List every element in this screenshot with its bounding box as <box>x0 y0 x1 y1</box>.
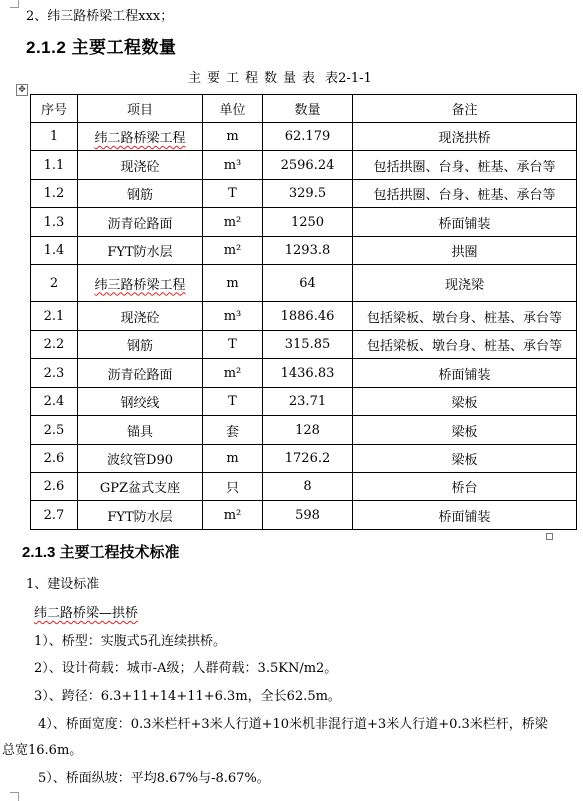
cell-text: 现浇砼 <box>120 159 160 175</box>
cell-text: 梁板 <box>451 396 478 411</box>
cell-unit <box>203 302 263 331</box>
cell-text: 钢绞线 <box>120 396 160 411</box>
cell-text: 2.6 <box>43 479 65 494</box>
para-weier-bridge-text: 纬二路桥梁—拱桥 <box>34 606 139 621</box>
table-row <box>31 265 577 302</box>
cell-remark <box>353 208 577 237</box>
cell-remark <box>353 388 577 416</box>
cell-text: 纬二路桥梁工程 <box>94 131 186 146</box>
cell-unit <box>203 388 263 416</box>
cell-text: 8 <box>303 479 312 494</box>
cell-remark <box>353 180 577 208</box>
cell-text: 现浇砼 <box>120 310 160 326</box>
cell-index <box>31 473 78 501</box>
cell-index <box>31 302 78 331</box>
cell-index <box>31 237 78 265</box>
cell-text: 2.6 <box>43 451 65 466</box>
cell-quantity <box>263 359 353 388</box>
cell-text: m² <box>223 365 242 381</box>
cell-text: T <box>228 394 237 409</box>
cell-unit <box>203 151 263 180</box>
table-caption-title: 主要工程数量表 <box>188 71 322 86</box>
cell-remark <box>353 416 577 445</box>
cell-text: 套 <box>225 424 239 440</box>
cell-text: 现浇拱桥 <box>438 131 491 146</box>
cell-quantity <box>263 208 353 237</box>
page-corner-mark <box>10 0 19 8</box>
para-deck-width: 4）、桥面宽度：0.3米栏杆+3米人行道+10米机非混行道+3米人行道+0.3米栏杆，桥梁 <box>38 717 548 732</box>
cell-text: m <box>226 451 239 466</box>
table-row <box>31 416 577 445</box>
cell-remark <box>353 302 577 331</box>
cell-text: 64 <box>299 275 316 291</box>
cell-text: 23.71 <box>288 394 327 409</box>
cell-unit <box>203 445 263 473</box>
cell-text: 1293.8 <box>284 243 331 258</box>
table-row <box>31 237 577 265</box>
cell-text: m² <box>223 243 242 258</box>
cell-index <box>31 331 78 359</box>
cell-text: 2.4 <box>43 394 65 409</box>
cell-text: 1.2 <box>43 186 65 201</box>
cell-quantity <box>263 388 353 416</box>
header-cell: 项目 <box>78 95 203 123</box>
cell-item <box>78 416 203 445</box>
cell-item <box>78 123 203 151</box>
cell-text: 2.3 <box>43 365 65 381</box>
para-design-load: 2）、设计荷载：城市-A级；人群荷载：3.5KN/m2。 <box>34 661 338 676</box>
cell-text: FYT防水层 <box>107 245 173 260</box>
cell-text: 桥面铺装 <box>438 216 491 232</box>
header-cell: 单位 <box>203 95 263 123</box>
header-cell: 备注 <box>353 95 577 123</box>
cell-item <box>78 302 203 331</box>
cell-remark <box>353 359 577 388</box>
cell-text: 1.3 <box>43 214 65 230</box>
cell-index <box>31 265 78 302</box>
cell-unit <box>203 501 263 530</box>
header-cell: 数量 <box>263 95 353 123</box>
cell-text: m³ <box>223 308 242 324</box>
cell-text: 包括拱圈、台身、桩基、承台等 <box>373 188 556 203</box>
para-span: 3）、跨径：6.3+11+14+11+6.3m，全长62.5m。 <box>34 689 341 704</box>
cell-text: 1.1 <box>43 157 65 173</box>
cell-text: 拱圈 <box>451 245 478 260</box>
cell-text: 梁板 <box>451 453 478 468</box>
cell-quantity <box>263 501 353 530</box>
cell-text: 钢筋 <box>126 339 153 354</box>
table-row <box>31 445 577 473</box>
cell-quantity <box>263 445 353 473</box>
cell-text: 钢筋 <box>126 188 153 203</box>
cell-text: m² <box>223 507 242 523</box>
table-caption <box>188 67 372 86</box>
cell-item <box>78 501 203 530</box>
table-row <box>31 302 577 331</box>
cell-item <box>78 331 203 359</box>
heading-main-quantities: 2.1.2 主要工程数量 <box>26 38 177 57</box>
cell-index <box>31 501 78 530</box>
cell-item <box>78 208 203 237</box>
cell-text: 桥面铺装 <box>438 509 491 525</box>
table-row <box>31 180 577 208</box>
cell-text: 2.2 <box>43 337 65 352</box>
para-longitudinal-slope: 5）、桥面纵坡：平均8.67%与-8.67%。 <box>38 771 270 786</box>
cell-index <box>31 208 78 237</box>
cell-text: 2.7 <box>43 507 65 523</box>
cell-text: 2.5 <box>43 422 65 438</box>
cell-quantity <box>263 123 353 151</box>
cell-text: 128 <box>295 422 320 438</box>
cell-text: 纬三路桥梁工程 <box>94 277 186 293</box>
cell-unit <box>203 237 263 265</box>
cell-text: 1250 <box>290 214 325 230</box>
cell-item <box>78 151 203 180</box>
table-row <box>31 208 577 237</box>
para-construction-standard: 1、建设标准 <box>26 577 100 592</box>
cell-text: 2 <box>49 275 59 291</box>
cell-remark <box>353 237 577 265</box>
cell-text: 沥青砼路面 <box>107 216 173 232</box>
cell-text: 包括拱圈、台身、桩基、承台等 <box>373 159 556 175</box>
cell-text: 锚具 <box>126 424 153 440</box>
cell-item <box>78 445 203 473</box>
cell-item <box>78 473 203 501</box>
cell-text: 329.5 <box>288 186 327 201</box>
cell-text: 只 <box>225 481 239 496</box>
cell-item <box>78 237 203 265</box>
table-row <box>31 331 577 359</box>
cell-text: T <box>228 337 237 352</box>
cell-index <box>31 359 78 388</box>
table-row <box>31 151 577 180</box>
header-cell: 序号 <box>31 95 78 123</box>
cell-index <box>31 445 78 473</box>
para-bridge-type: 1）、桥型：实腹式5孔连续拱桥。 <box>34 634 227 649</box>
cell-remark <box>353 501 577 530</box>
para-deck-width-cont: 总宽16.6m。 <box>2 743 83 758</box>
cell-text: 62.179 <box>284 129 331 144</box>
cell-item <box>78 359 203 388</box>
table-row <box>31 123 577 151</box>
cell-unit <box>203 416 263 445</box>
cell-unit <box>203 265 263 302</box>
cell-remark <box>353 123 577 151</box>
cell-remark <box>353 151 577 180</box>
cell-text: GPZ盆式支座 <box>99 481 181 496</box>
cell-text: 2596.24 <box>280 157 335 173</box>
cell-remark <box>353 473 577 501</box>
cell-text: m <box>226 129 239 144</box>
cell-item <box>78 180 203 208</box>
cell-unit <box>203 331 263 359</box>
cell-quantity <box>263 237 353 265</box>
cell-text: 波纹管D90 <box>107 453 173 468</box>
cell-unit <box>203 208 263 237</box>
cell-text: 现浇梁 <box>444 277 484 293</box>
cell-text: m² <box>223 214 242 230</box>
cell-remark <box>353 445 577 473</box>
cell-quantity <box>263 416 353 445</box>
cell-item <box>78 265 203 302</box>
cell-text: 2.1 <box>43 308 65 324</box>
cell-unit <box>203 180 263 208</box>
cell-text: 1726.2 <box>284 451 331 466</box>
cell-remark <box>353 331 577 359</box>
cell-index <box>31 151 78 180</box>
cell-unit <box>203 473 263 501</box>
cell-remark <box>353 265 577 302</box>
table-row <box>31 359 577 388</box>
cell-text: 315.85 <box>284 337 331 352</box>
cell-text: 1 <box>49 129 59 144</box>
cell-unit <box>203 123 263 151</box>
heading-technical-standards: 2.1.3 主要工程技术标准 <box>22 544 180 561</box>
cell-text: m³ <box>223 157 242 173</box>
cell-text: 包括梁板、墩台身、桩基、承台等 <box>366 310 562 326</box>
cell-text: 1.4 <box>43 243 65 258</box>
table-move-handle-icon[interactable]: ✥ <box>16 84 28 96</box>
table-header-row <box>31 95 577 123</box>
line-weisan-bridge: 2、纬三路桥梁工程xxx； <box>26 9 174 24</box>
cell-text: 桥台 <box>451 481 478 496</box>
cell-item <box>78 388 203 416</box>
cell-index <box>31 416 78 445</box>
table-row <box>31 473 577 501</box>
cell-text: 包括梁板、墩台身、桩基、承台等 <box>366 339 562 354</box>
cell-text: 梁板 <box>451 424 478 440</box>
cell-quantity <box>263 180 353 208</box>
table-row <box>31 501 577 530</box>
cell-quantity <box>263 302 353 331</box>
page-corner-mark <box>10 792 19 801</box>
cell-text: 桥面铺装 <box>438 367 491 383</box>
cell-index <box>31 388 78 416</box>
cell-text: 1436.83 <box>280 365 335 381</box>
cell-index <box>31 123 78 151</box>
cell-text: m <box>226 275 239 291</box>
cell-quantity <box>263 473 353 501</box>
cell-quantity <box>263 331 353 359</box>
para-weier-bridge <box>34 602 138 621</box>
cell-unit <box>203 359 263 388</box>
cell-text: FYT防水层 <box>107 509 173 525</box>
cell-text: T <box>228 186 237 201</box>
table-row <box>31 388 577 416</box>
cell-quantity <box>263 265 353 302</box>
quantity-table <box>30 94 577 530</box>
cell-index <box>31 180 78 208</box>
cell-text: 1886.46 <box>280 308 335 324</box>
table-resize-handle[interactable] <box>546 533 553 540</box>
cell-quantity <box>263 151 353 180</box>
table-caption-number: 表2-1-1 <box>325 71 372 86</box>
cell-text: 沥青砼路面 <box>107 367 173 383</box>
cell-text: 598 <box>295 507 320 523</box>
